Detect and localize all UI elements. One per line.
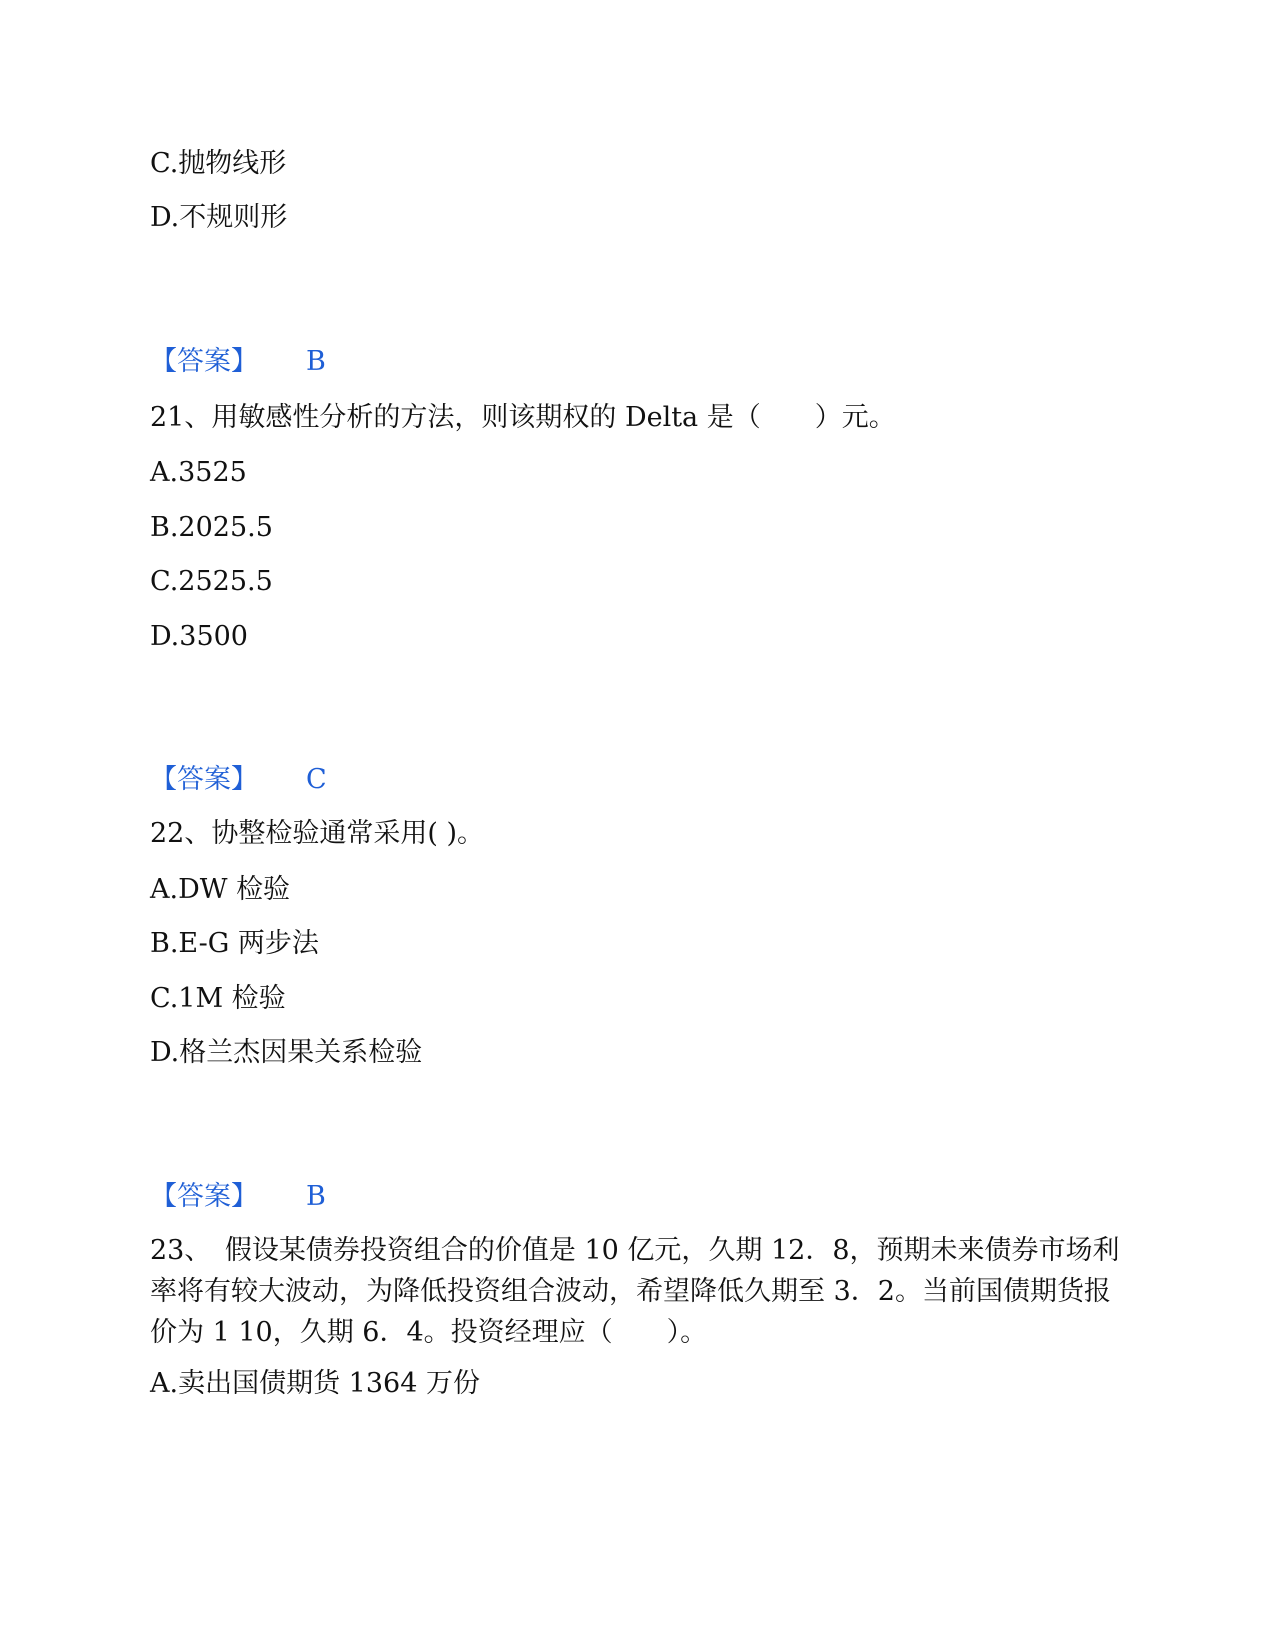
q21-answer bbox=[150, 764, 327, 796]
answer-label: 【答案】 bbox=[150, 764, 258, 795]
q21-option-a: A.3525 bbox=[150, 457, 247, 488]
q20-option-d: D.不规则形 bbox=[150, 202, 288, 233]
q22-option-c: C.1M 检验 bbox=[150, 983, 286, 1014]
q23-option-a: A.卖出国债期货 1364 万份 bbox=[150, 1368, 480, 1399]
q22-option-b: B.E-G 两步法 bbox=[150, 928, 319, 959]
q22-option-a: A.DW 检验 bbox=[150, 874, 291, 905]
q20-answer bbox=[150, 346, 326, 378]
answer-value: B bbox=[306, 1181, 326, 1212]
answer-value: C bbox=[306, 764, 327, 795]
q23-stem: 23、 假设某债券投资组合的价值是 10 亿元，久期 12．8，预期未来债券市场利率将有较大波动，为降低投资组合波动，希望降低久期至 3．2。当前国债期货报价为 1 10，久期 6．4。投资经理应（ ）。 bbox=[150, 1235, 1120, 1348]
answer-label: 【答案】 bbox=[150, 1181, 258, 1212]
q21-option-b: B.2025.5 bbox=[150, 512, 273, 543]
q22-option-d: D.格兰杰因果关系检验 bbox=[150, 1037, 423, 1068]
q21-stem: 21、用敏感性分析的方法，则该期权的 Delta 是（ ）元。 bbox=[150, 402, 896, 433]
q22-answer bbox=[150, 1181, 326, 1213]
q20-option-c: C.抛物线形 bbox=[150, 148, 287, 179]
answer-value: B bbox=[306, 346, 326, 377]
q22-stem: 22、协整检验通常采用( )。 bbox=[150, 818, 485, 849]
q21-option-c: C.2525.5 bbox=[150, 566, 273, 597]
answer-label: 【答案】 bbox=[150, 346, 258, 377]
q21-option-d: D.3500 bbox=[150, 621, 248, 652]
